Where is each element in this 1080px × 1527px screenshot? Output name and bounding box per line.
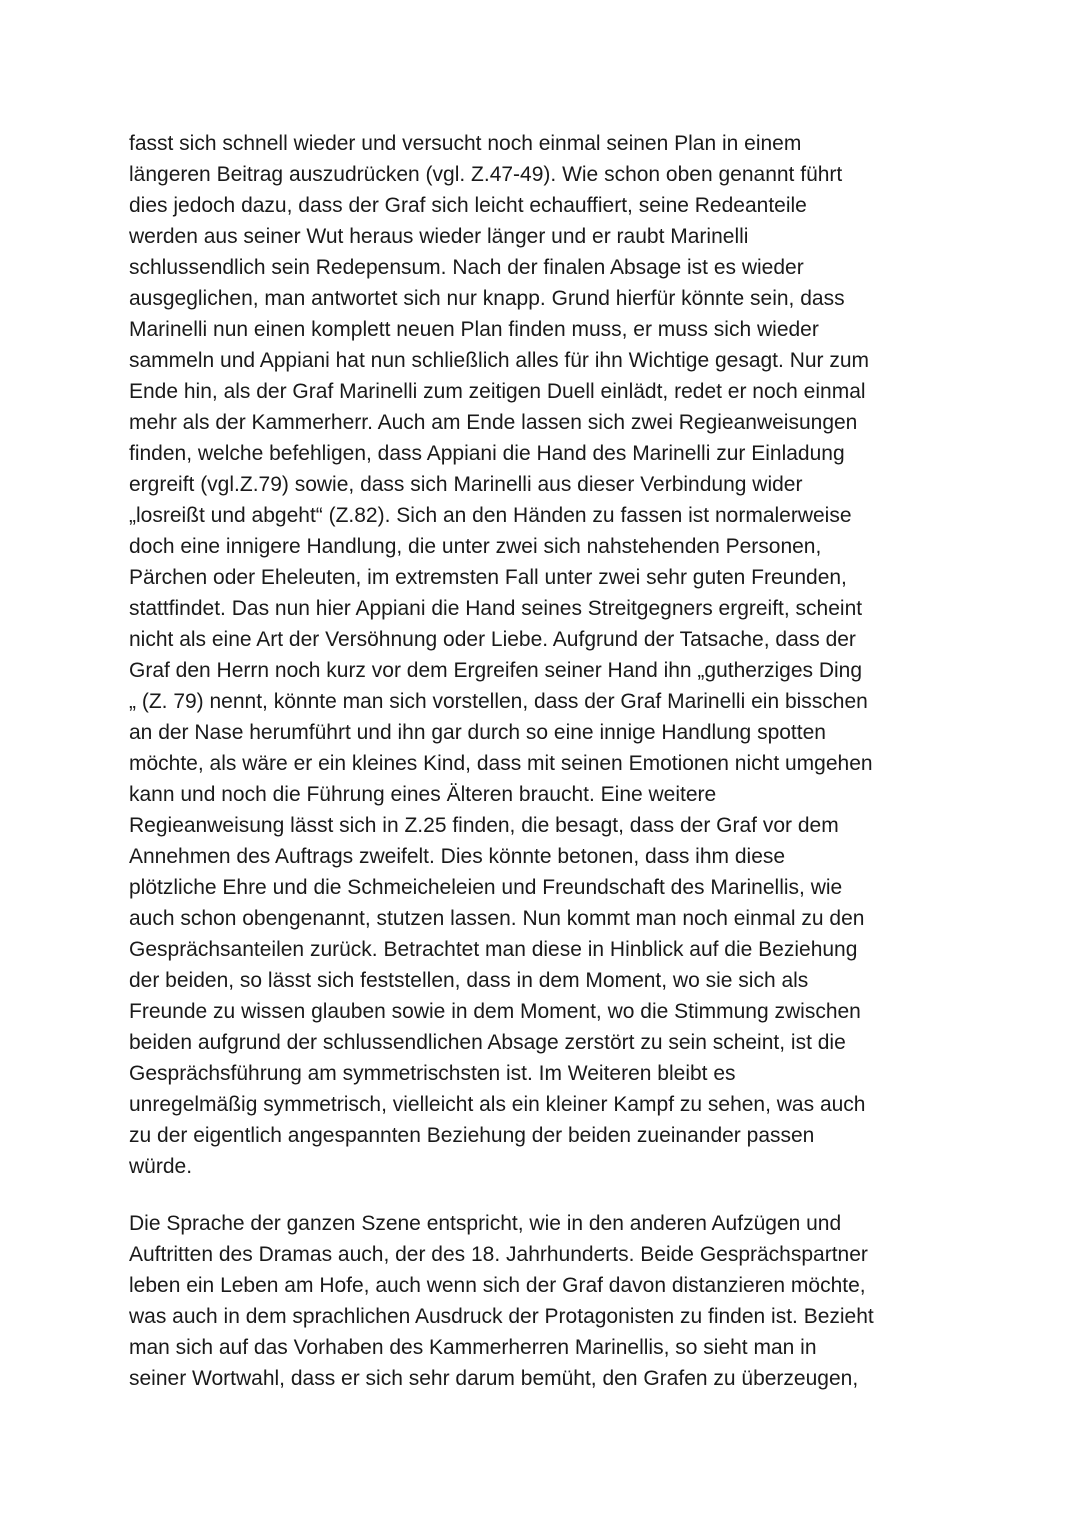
text-line: auch schon obengenannt, stutzen lassen. Nun kommt man noch einmal zu den: [129, 907, 865, 930]
paragraph: [129, 1208, 989, 1394]
text-line: der beiden, so lässt sich feststellen, dass in dem Moment, wo sie sich als: [129, 969, 809, 992]
text-line: ausgeglichen, man antwortet sich nur knapp. Grund hierfür könnte sein, dass: [129, 287, 845, 310]
text-line: Pärchen oder Eheleuten, im extremsten Fall unter zwei sehr guten Freunden,: [129, 566, 847, 589]
text-line: möchte, als wäre er ein kleines Kind, dass mit seinen Emotionen nicht umgehen: [129, 752, 873, 775]
text-line: mehr als der Kammerherr. Auch am Ende lassen sich zwei Regieanweisungen: [129, 411, 858, 434]
text-line: fasst sich schnell wieder und versucht noch einmal seinen Plan in einem: [129, 132, 802, 155]
text-line: Regieanweisung lässt sich in Z.25 finden, die besagt, dass der Graf vor dem: [129, 814, 839, 837]
text-line: Gesprächsführung am symmetrischsten ist. Im Weiteren bleibt es: [129, 1062, 736, 1085]
text-line: an der Nase herumführt und ihn gar durch so eine innige Handlung spotten: [129, 721, 826, 744]
text-line: werden aus seiner Wut heraus wieder länger und er raubt Marinelli: [129, 225, 749, 248]
text-line: doch eine innigere Handlung, die unter zwei sich nahstehenden Personen,: [129, 535, 822, 558]
text-line: zu der eigentlich angespannten Beziehung der beiden zueinander passen: [129, 1124, 815, 1147]
text-line: „ (Z. 79) nennt, könnte man sich vorstellen, dass der Graf Marinelli ein bisschen: [129, 690, 868, 713]
text-line: längeren Beitrag auszudrücken (vgl. Z.47-49). Wie schon oben genannt führt: [129, 163, 843, 186]
text-line: plötzliche Ehre und die Schmeicheleien und Freundschaft des Marinellis, wie: [129, 876, 843, 899]
text-line: Auftritten des Dramas auch, der des 18. Jahrhunderts. Beide Gesprächspartner: [129, 1243, 868, 1266]
text-line: leben ein Leben am Hofe, auch wenn sich der Graf davon distanzieren möchte,: [129, 1274, 866, 1297]
text-line: Freunde zu wissen glauben sowie in dem Moment, wo die Stimmung zwischen: [129, 1000, 861, 1023]
text-line: unregelmäßig symmetrisch, vielleicht als ein kleiner Kampf zu sehen, was auch: [129, 1093, 866, 1116]
text-line: nicht als eine Art der Versöhnung oder Liebe. Aufgrund der Tatsache, dass der: [129, 628, 856, 651]
text-line: was auch in dem sprachlichen Ausdruck der Protagonisten zu finden ist. Bezieht: [129, 1305, 874, 1328]
text-line: ergreift (vgl.Z.79) sowie, dass sich Marinelli aus dieser Verbindung wider: [129, 473, 803, 496]
text-line: Graf den Herrn noch kurz vor dem Ergreifen seiner Hand ihn „gutherziges Ding: [129, 659, 863, 682]
text-line: seiner Wortwahl, dass er sich sehr darum bemüht, den Grafen zu überzeugen,: [129, 1367, 859, 1390]
text-line: Annehmen des Auftrags zweifelt. Dies könnte betonen, dass ihm diese: [129, 845, 786, 868]
text-line: kann und noch die Führung eines Älteren braucht. Eine weitere: [129, 783, 717, 806]
text-line: schlussendlich sein Redepensum. Nach der finalen Absage ist es wieder: [129, 256, 804, 279]
text-line: Ende hin, als der Graf Marinelli zum zeitigen Duell einlädt, redet er noch einmal: [129, 380, 866, 403]
text-line: beiden aufgrund der schlussendlichen Absage zerstört zu sein scheint, ist die: [129, 1031, 846, 1054]
text-line: stattfindet. Das nun hier Appiani die Hand seines Streitgegners ergreift, scheint: [129, 597, 863, 620]
paragraph: [129, 128, 989, 1182]
text-line: sammeln und Appiani hat nun schließlich alles für ihn Wichtige gesagt. Nur zum: [129, 349, 870, 372]
text-line: finden, welche befehligen, dass Appiani die Hand des Marinelli zur Einladung: [129, 442, 845, 465]
text-line: würde.: [129, 1155, 193, 1178]
text-line: Gesprächsanteilen zurück. Betrachtet man diese in Hinblick auf die Beziehung: [129, 938, 858, 961]
text-line: Marinelli nun einen komplett neuen Plan finden muss, er muss sich wieder: [129, 318, 819, 341]
text-line: dies jedoch dazu, dass der Graf sich leicht echauffiert, seine Redeanteile: [129, 194, 807, 217]
text-line: Die Sprache der ganzen Szene entspricht, wie in den anderen Aufzügen und: [129, 1212, 842, 1235]
text-line: man sich auf das Vorhaben des Kammerherren Marinellis, so sieht man in: [129, 1336, 817, 1359]
text-line: „losreißt und abgeht“ (Z.82). Sich an den Händen zu fassen ist normalerweise: [129, 504, 852, 527]
